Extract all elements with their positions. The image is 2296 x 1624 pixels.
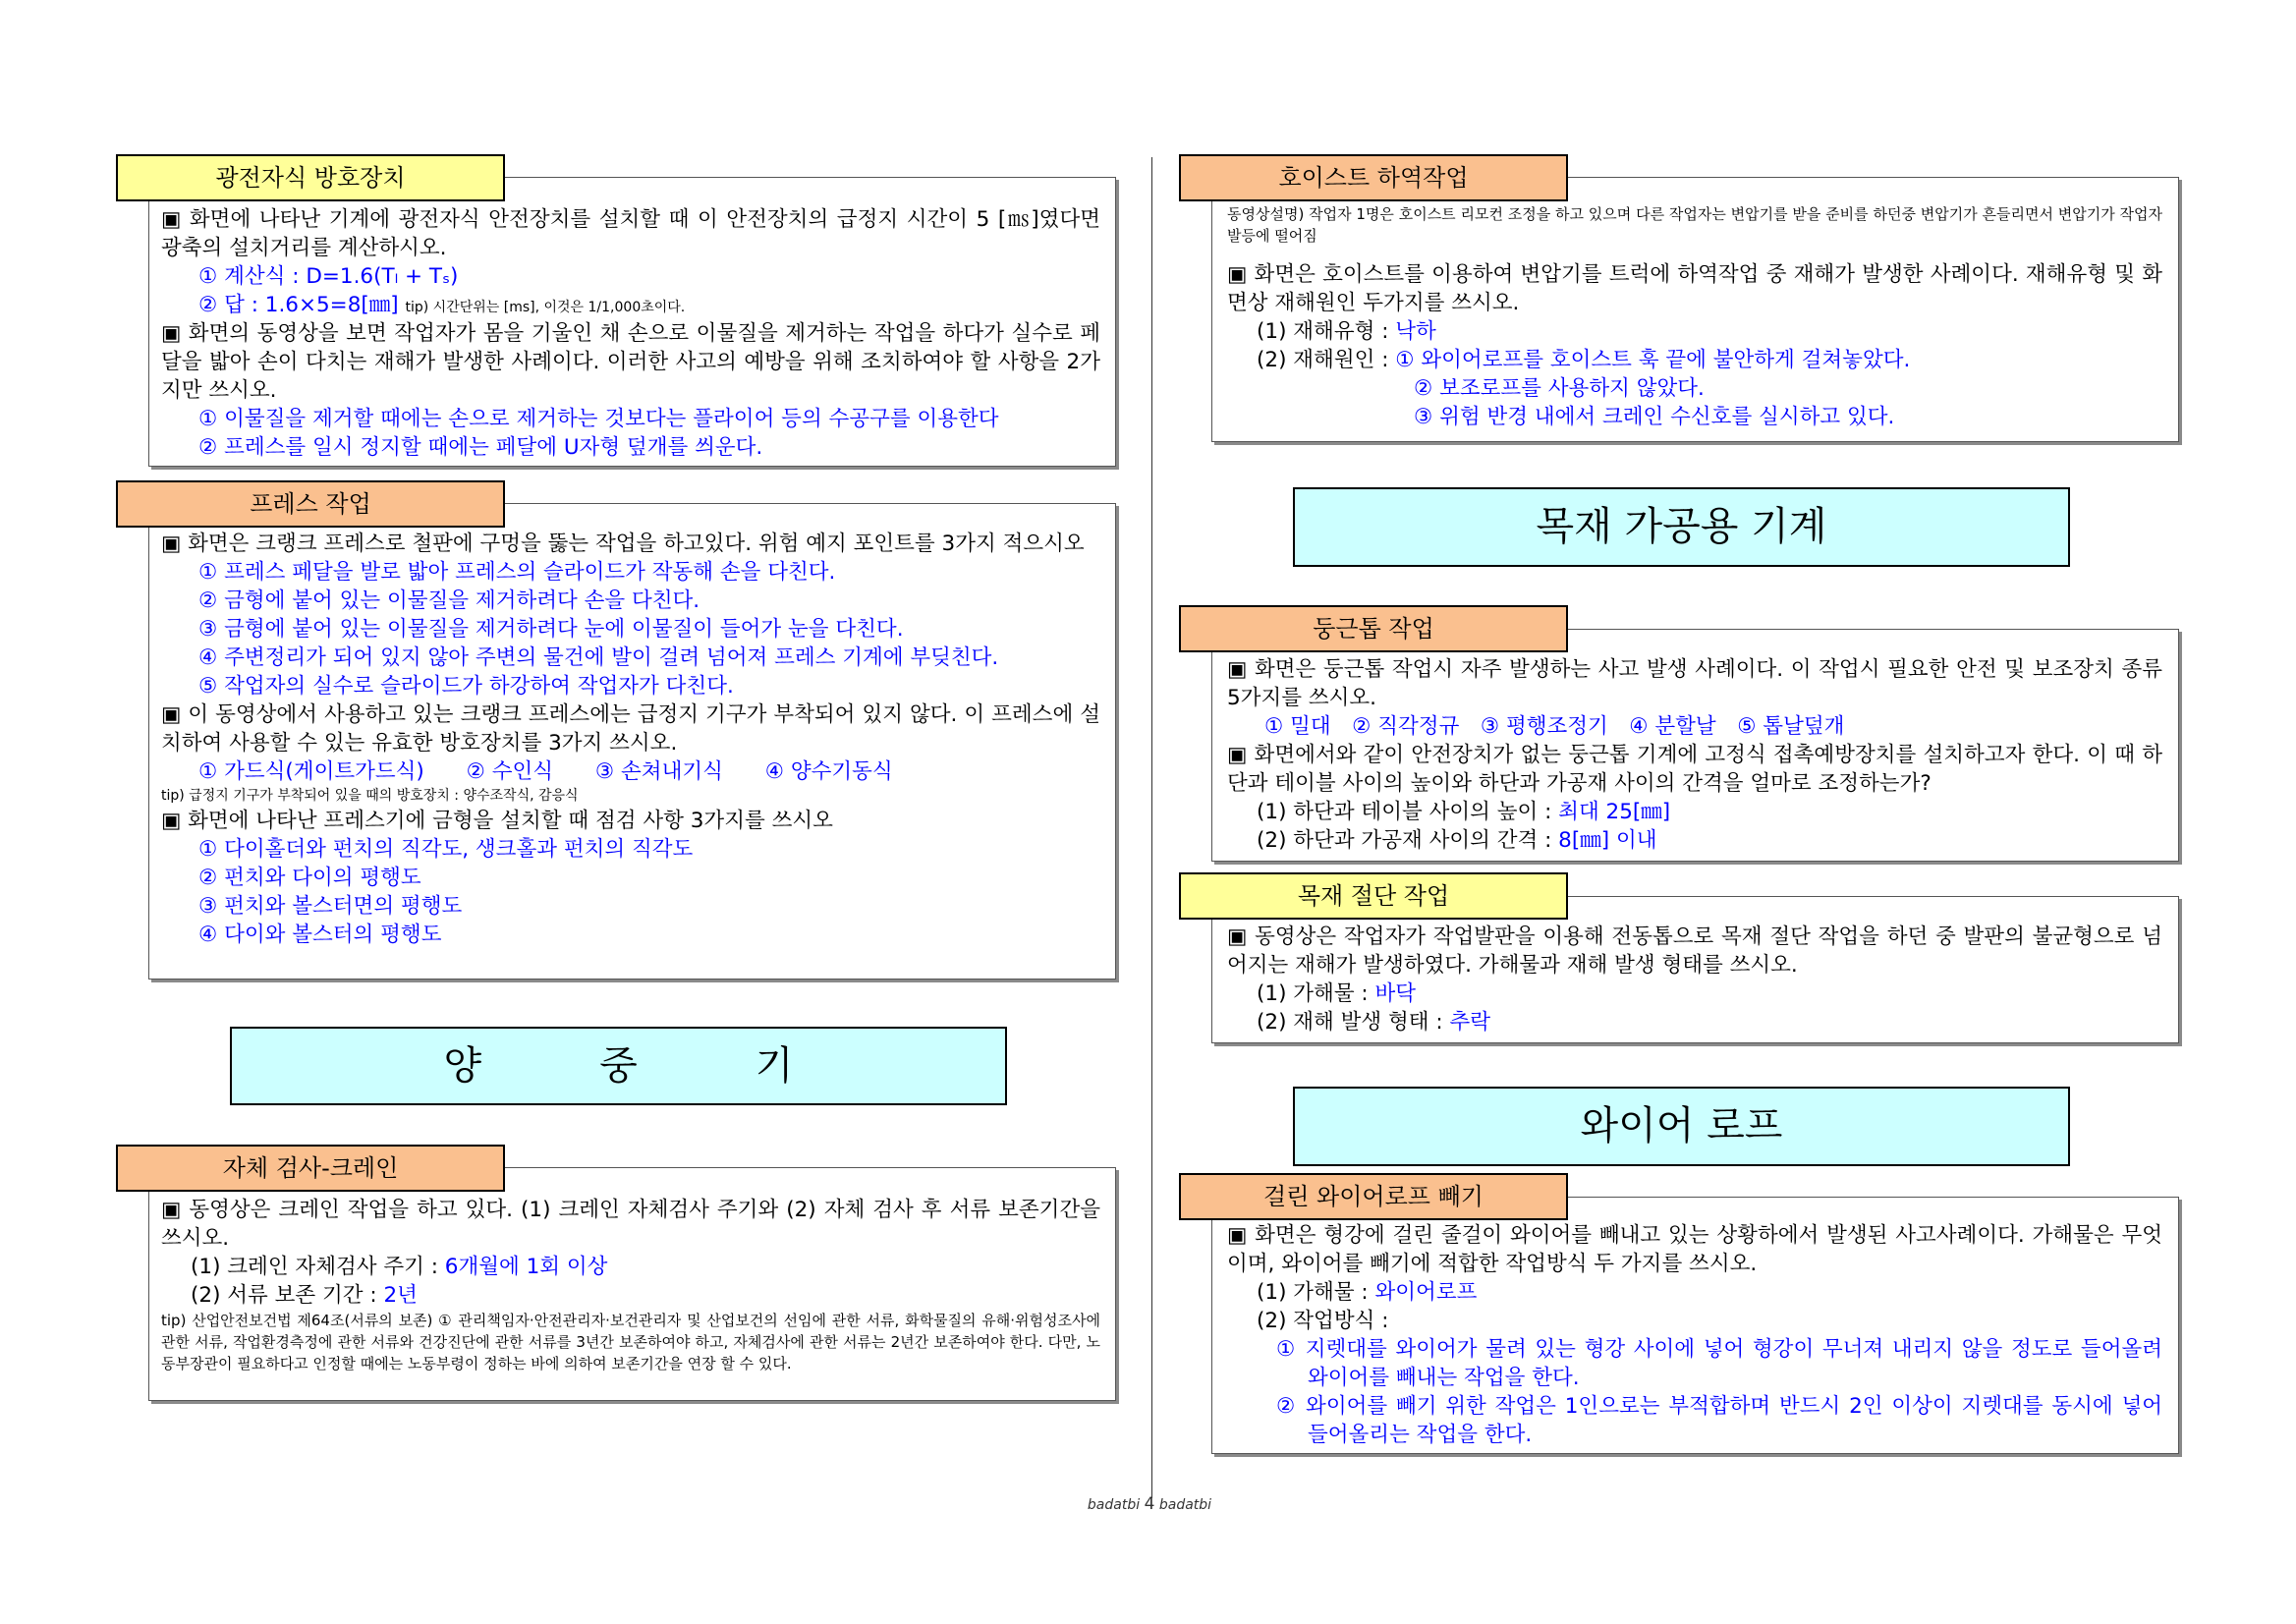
cut-l1: (1) 가해물 :	[1257, 981, 1375, 1006]
hoist-title: 호이스트 하역작업	[1179, 154, 1568, 201]
photoelectric-a1: ① 계산식 : D=1.6(Tₗ + Tₛ)	[198, 264, 459, 289]
wire-rope-title: 걸린 와이어로프 빼기	[1179, 1173, 1568, 1220]
hoist-q1: ▣ 화면은 호이스트를 이용하여 변압기를 트럭에 하역작업 중 재해가 발생한 사례이다. 재해유형 및 화면상 재해원인 두가지를 쓰시오.	[1227, 262, 2162, 315]
saw-a: ① 밀대 ② 직각정규 ③ 평행조정기 ④ 분할날 ⑤ 톱날덮개	[1264, 714, 1845, 739]
column-divider	[1151, 157, 1152, 1498]
hoist-v2: ① 와이어로프를 호이스트 훅 끝에 불안하게 걸쳐놓았다.	[1395, 348, 1911, 372]
press-body	[161, 530, 1100, 949]
wire-a2: ② 와이어를 빼기 위한 작업은 1인으로는 부적합하며 반드시 2인 이상이 지렛대를 동시에 넣어 들어올리는 작업을 한다.	[1276, 1394, 2162, 1447]
crane-title: 자체 검사-크레인	[116, 1145, 505, 1192]
press-q1: ▣ 화면은 크랭크 프레스로 철판에 구멍을 뚫는 작업을 하고있다. 위험 예지 포인트를 3가지 적으시오	[161, 532, 1085, 556]
hoist-v4: ③ 위험 반경 내에서 크레인 수신호를 실시하고 있다.	[1414, 405, 1895, 429]
press-c-2: ② 펀치와 다이의 평행도	[198, 866, 421, 890]
cut-v2: 추락	[1449, 1010, 1491, 1035]
saw-v1: 최대 25[㎜]	[1558, 800, 1671, 824]
photoelectric-title: 광전자식 방호장치	[116, 154, 505, 201]
press-c-1: ① 다이홀더와 펀치의 직각도, 생크홀과 펀치의 직각도	[198, 837, 694, 862]
press-c-3: ③ 펀치와 볼스터면의 평행도	[198, 894, 463, 919]
crane-v1: 6개월에 1회 이상	[444, 1255, 608, 1279]
hoist-v3: ② 보조로프를 사용하지 않았다.	[1414, 376, 1705, 401]
crane-l2: (2) 서류 보존 기간 :	[191, 1283, 384, 1308]
photoelectric-body	[161, 205, 1100, 462]
press-title: 프레스 작업	[116, 480, 505, 528]
cut-line1	[1227, 980, 2162, 1008]
hoist-l1: (1) 재해유형 :	[1257, 319, 1396, 344]
saw-line1	[1227, 798, 2162, 826]
hoist-l2: (2) 재해원인 :	[1257, 348, 1396, 372]
page-number: 4	[1144, 1494, 1155, 1514]
photoelectric-a4: ② 프레스를 일시 정지할 때에는 페달에 U자형 덮개를 씌운다.	[198, 435, 763, 460]
cut-q1: ▣ 동영상은 작업자가 작업발판을 이용해 전동톱으로 목재 절단 작업을 하던 중 발판의 불균형으로 넘어지는 재해가 발생하였다. 가해물과 재해 발생 형태를 쓰시오.	[1227, 924, 2162, 978]
cut-l2: (2) 재해 발생 형태 :	[1257, 1010, 1450, 1035]
press-b-row	[161, 757, 1100, 786]
crane-q1: ▣ 동영상은 크레인 작업을 하고 있다. (1) 크레인 자체검사 주기와 (2) 자체 검사 후 서류 보존기간을 쓰시오.	[161, 1198, 1100, 1251]
press-a-3: ③ 금형에 붙어 있는 이물질을 제거하려다 눈에 이물질이 들어가 눈을 다친다.	[198, 617, 904, 642]
wire-rope-body	[1227, 1221, 2162, 1449]
hoist-line2	[1227, 346, 2162, 374]
wood-cutting-title: 목재 절단 작업	[1179, 872, 1568, 920]
section-wire-rope: 와이어 로프	[1293, 1087, 2070, 1166]
saw-l2: (2) 하단과 가공재 사이의 간격 :	[1257, 828, 1559, 853]
wire-l1: (1) 가해물 :	[1257, 1280, 1375, 1305]
circular-saw-body	[1227, 655, 2162, 855]
saw-v2: 8[㎜] 이내	[1558, 828, 1657, 853]
cut-v1: 바닥	[1374, 981, 1417, 1006]
photoelectric-q2: ▣ 화면의 동영상을 보면 작업자가 몸을 기울인 채 손으로 이물질을 제거하는 작업을 하다가 실수로 페달을 밟아 손이 다치는 재해가 발생한 사례이다. 이러한 사고의 예방을 위해 조치하여야 할 사항을 2가지만 쓰시오.	[161, 321, 1100, 403]
press-a-5: ⑤ 작업자의 실수로 슬라이드가 하강하여 작업자가 다친다.	[198, 674, 734, 699]
saw-q2: ▣ 화면에서와 같이 안전장치가 없는 둥근톱 기계에 고정식 접촉예방장치를 설치하고자 한다. 이 때 하단과 테이블 사이의 높이와 하단과 가공재 사이의 간격을 얼마로 조정하는가?	[1227, 743, 2162, 796]
press-a-1: ① 프레스 페달을 발로 밟아 프레스의 슬라이드가 작동해 손을 다친다.	[198, 560, 836, 585]
crane-v2: 2년	[383, 1283, 418, 1308]
press-c-4: ④ 다이와 볼스터의 평행도	[198, 923, 442, 947]
wire-q1: ▣ 화면은 형강에 걸린 줄걸이 와이어를 빼내고 있는 상황하에서 발생된 사고사례이다. 가해물은 무엇이며, 와이어를 빼기에 적합한 작업방식 두 가지를 쓰시오.	[1227, 1223, 2162, 1276]
hoist-line1	[1227, 317, 2162, 346]
press-a-2: ② 금형에 붙어 있는 이물질을 제거하려다 손을 다친다.	[198, 588, 700, 613]
press-b-2: ② 수인식	[466, 759, 554, 784]
press-b-4: ④ 양수기동식	[764, 759, 893, 784]
crane-l1: (1) 크레인 자체검사 주기 :	[191, 1255, 445, 1279]
saw-line2	[1227, 826, 2162, 855]
hoist-body	[1227, 203, 2162, 431]
section-wood-machinery: 목재 가공용 기계	[1293, 487, 2070, 567]
press-b-1: ① 가드식(게이트가드식)	[198, 759, 424, 784]
photoelectric-a2-text: ② 답 : 1.6×5=8[㎜]	[198, 293, 399, 317]
wire-l2: (2) 작업방식 :	[1257, 1309, 1389, 1333]
press-q3: ▣ 화면에 나타난 프레스기에 금형을 설치할 때 점검 사항 3가지를 쓰시오	[161, 809, 833, 833]
saw-q1: ▣ 화면은 둥근톱 작업시 자주 발생하는 사고 발생 사례이다. 이 작업시 필요한 안전 및 보조장치 종류 5가지를 쓰시오.	[1227, 657, 2162, 710]
wire-a1: ① 지렛대를 와이어가 물려 있는 형강 사이에 넣어 형강이 무너져 내리지 않을 정도로 들어올려 와이어를 빼내는 작업을 한다.	[1276, 1337, 2162, 1390]
cut-line2	[1227, 1008, 2162, 1036]
page-footer	[1081, 1494, 1218, 1514]
hoist-v1: 낙하	[1395, 319, 1436, 344]
photoelectric-a3: ① 이물질을 제거할 때에는 손으로 제거하는 것보다는 플라이어 등의 수공구를 이용한다	[198, 407, 999, 431]
photoelectric-a2-tip: tip) 시간단위는 [ms], 이것은 1/1,000초이다.	[405, 300, 686, 315]
footer-right: badatbi	[1158, 1497, 1212, 1513]
circular-saw-title: 둥근톱 작업	[1179, 605, 1568, 652]
section-lifting: 양 중 기	[230, 1027, 1007, 1105]
photoelectric-q1: ▣ 화면에 나타난 기계에 광전자식 안전장치를 설치할 때 이 안전장치의 급정지 시간이 5 [㎳]였다면 광축의 설치거리를 계산하시오.	[161, 207, 1100, 260]
crane-body	[161, 1196, 1100, 1374]
press-tip: tip) 급정지 기구가 부착되어 있을 때의 방호장치 : 양수조작식, 감응식	[161, 788, 579, 804]
wire-v1: 와이어로프	[1374, 1280, 1478, 1305]
press-q2: ▣ 이 동영상에서 사용하고 있는 크랭크 프레스에는 급정지 기구가 부착되어 있지 않다. 이 프레스에 설치하여 사용할 수 있는 유효한 방호장치를 3가지 쓰시오.	[161, 702, 1100, 756]
wire-line1	[1227, 1278, 2162, 1307]
press-a-4: ④ 주변정리가 되어 있지 않아 주변의 물건에 발이 걸려 넘어져 프레스 기계에 부딪친다.	[198, 645, 999, 670]
footer-left: badatbi	[1087, 1497, 1141, 1513]
wood-cutting-body	[1227, 923, 2162, 1036]
hoist-desc: 동영상설명) 작업자 1명은 호이스트 리모컨 조정을 하고 있으며 다른 작업자는 변압기를 받을 준비를 하던중 변압기가 흔들리면서 변압기가 작업자 발등에 떨어짐	[1227, 205, 2162, 245]
press-b-3: ③ 손쳐내기식	[594, 759, 723, 784]
crane-line2	[161, 1281, 1100, 1310]
crane-line1	[161, 1253, 1100, 1281]
crane-tip: tip) 산업안전보건법 제64조(서류의 보존) ① 관리책임자·안전관리자·보건관리자 및 산업보건의 선임에 관한 서류, 화학물질의 유해·위험성조사에 관한 서류, 작업환경측정에 관한 서류와 건강진단에 관한 서류를 3년간 보존하여야 하고, 자체검사에 관한 서류는 2년간 보존하여야 한다. 다만, 노동부장관이 필요하다고 인정할 때에는 노동부령이 정하는 바에 의하여 보존기간을 연장 할 수 있다.	[161, 1312, 1100, 1372]
photoelectric-a2	[161, 291, 1100, 319]
saw-l1: (1) 하단과 테이블 사이의 높이 :	[1257, 800, 1559, 824]
